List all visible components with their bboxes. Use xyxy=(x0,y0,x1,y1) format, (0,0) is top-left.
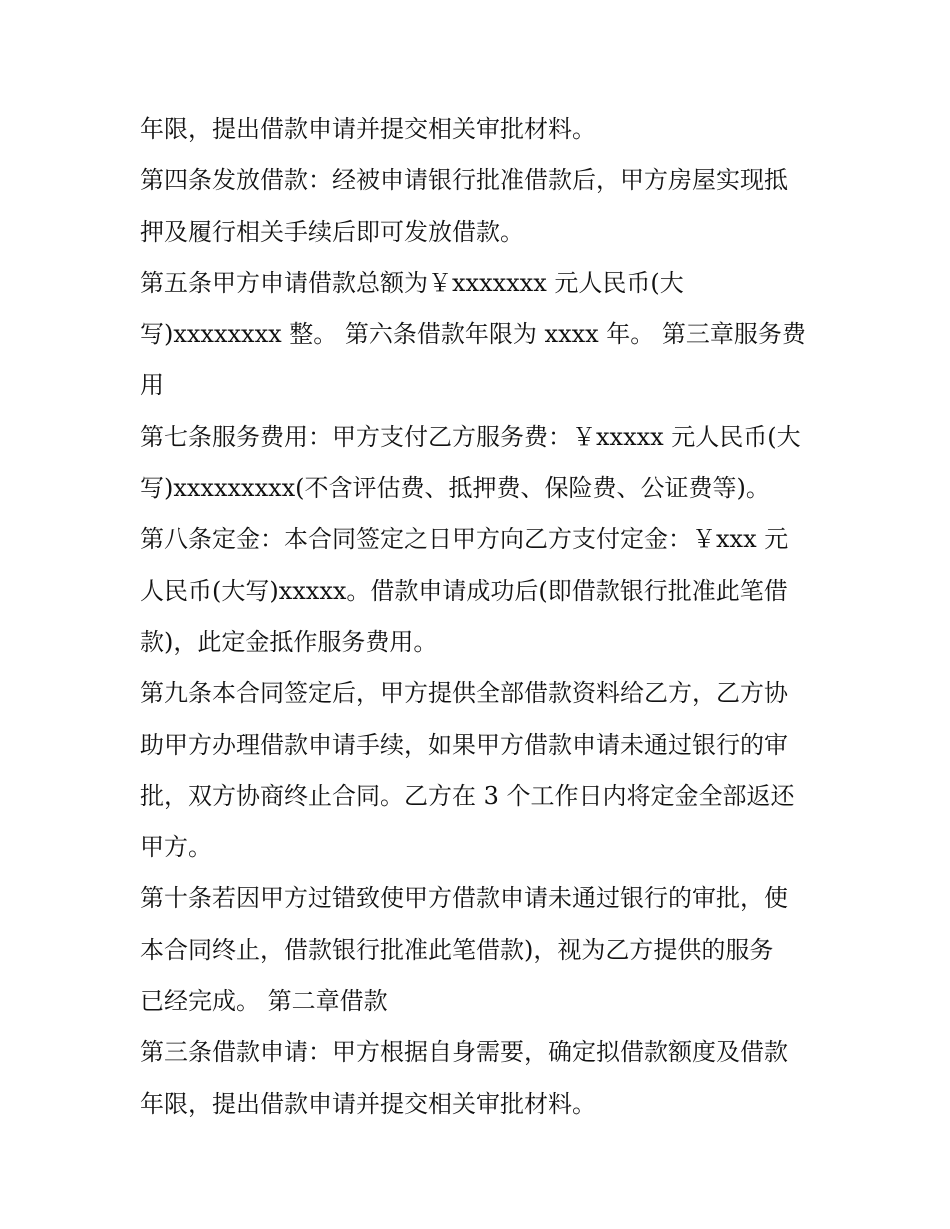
text-line-1: 年限，提出借款申请并提交相关审批材料。 xyxy=(140,115,596,143)
text-line-20: 年限，提出借款申请并提交相关审批材料。 xyxy=(140,1089,596,1118)
text-line-3: 押及履行相关手续后即可发放借款。 xyxy=(140,217,524,246)
text-line-19: 第三条借款申请：甲方根据自身需要，确定拟借款额度及借款 xyxy=(140,1038,788,1067)
text-line-15: 甲方。 xyxy=(140,833,212,862)
text-line-18: 已经完成。 第二章借款 xyxy=(140,987,388,1016)
text-line-9: 第八条定金：本合同签定之日甲方向乙方支付定金：￥xxx 元 xyxy=(140,525,789,554)
text-line-16: 第十条若因甲方过错致使甲方借款申请未通过银行的审批，使 xyxy=(140,884,788,913)
document-body xyxy=(140,104,820,1130)
text-line-14: 批，双方协商终止合同。乙方在 3 个工作日内将定金全部返还 xyxy=(140,781,795,810)
text-line-7: 第七条服务费用：甲方支付乙方服务费：￥xxxxx 元人民币(大 xyxy=(140,422,801,451)
text-line-10: 人民币(大写)xxxxx。借款申请成功后(即借款银行批准此笔借 xyxy=(140,576,788,605)
text-line-11: 款)，此定金抵作服务费用。 xyxy=(140,627,438,656)
text-line-12: 第九条本合同签定后，甲方提供全部借款资料给乙方，乙方协 xyxy=(140,679,788,708)
text-line-2: 第四条发放借款：经被申请银行批准借款后，甲方房屋实现抵 xyxy=(140,166,788,195)
text-line-5: 写)xxxxxxxx 整。 第六条借款年限为 xxxx 年。 第三章服务费 xyxy=(140,320,806,349)
text-line-6: 用 xyxy=(140,371,164,400)
text-line-13: 助甲方办理借款申请手续，如果甲方借款申请未通过银行的审 xyxy=(140,730,788,759)
text-line-8: 写)xxxxxxxxx(不含评估费、抵押费、保险费、公证费等)。 xyxy=(140,474,770,503)
text-line-17: 本合同终止，借款银行批准此笔借款)，视为乙方提供的服务 xyxy=(140,935,774,964)
text-line-4: 第五条甲方申请借款总额为￥xxxxxxx 元人民币(大 xyxy=(140,268,684,297)
